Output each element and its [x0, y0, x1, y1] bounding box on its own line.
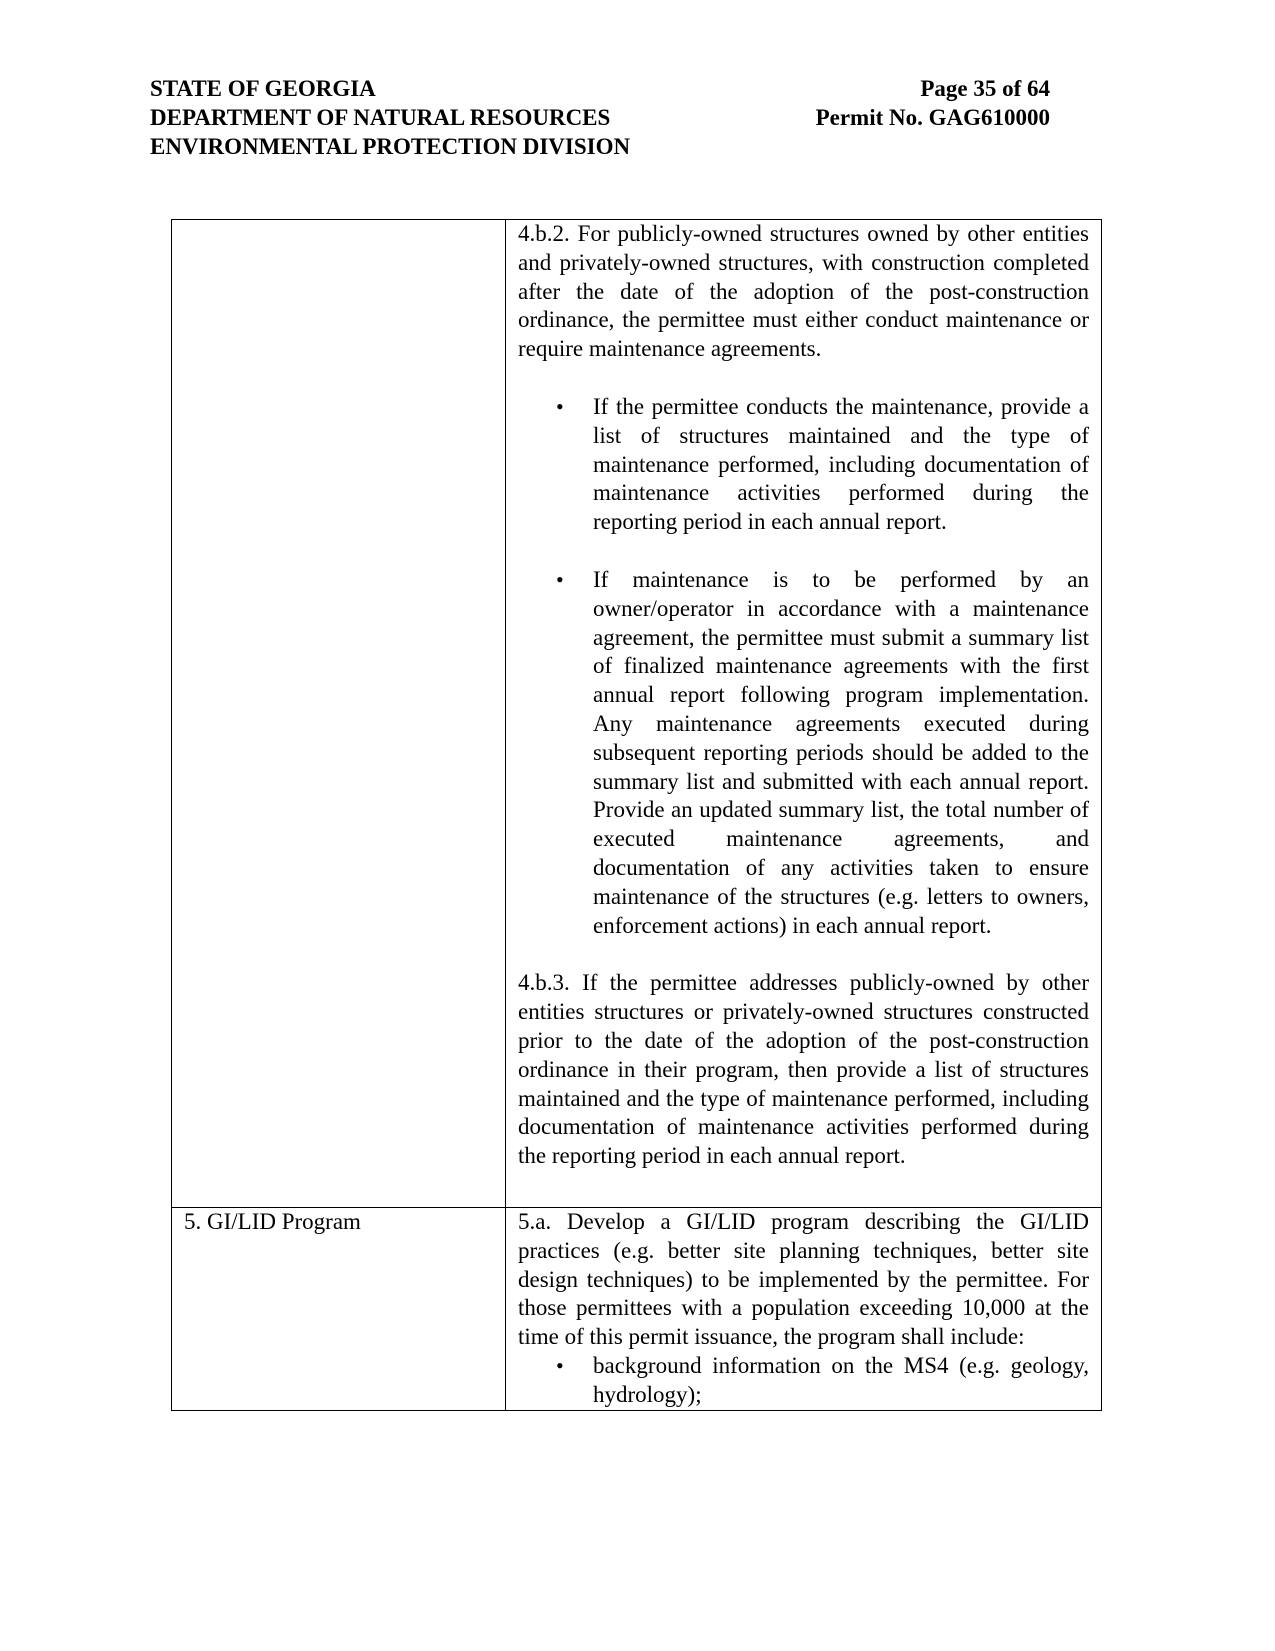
list-item	[518, 1352, 1089, 1410]
page-info-block	[750, 74, 1050, 132]
bullet-icon: •	[556, 1352, 564, 1378]
division-name: ENVIRONMENTAL PROTECTION DIVISION	[150, 134, 631, 159]
list-item-text: If the permittee conducts the maintenance, provide a list of structures maintained and the type of maintenance performed, including documentation of maintenance activities performed during the reporting period in each annual report.	[593, 393, 1089, 535]
bullet-icon: •	[556, 566, 564, 592]
list-item-text: background information on the MS4 (e.g. geology, hydrology);	[593, 1352, 1089, 1407]
list-item	[518, 566, 1089, 940]
department-name: DEPARTMENT OF NATURAL RESOURCES	[150, 105, 611, 130]
bullet-list	[518, 1352, 1089, 1410]
table-row	[172, 1208, 1102, 1411]
bullet-list	[518, 393, 1089, 940]
list-item	[518, 393, 1089, 537]
page-number: Page 35 of 64	[920, 76, 1050, 101]
requirement-paragraph: 4.b.3. If the permittee addresses publicly-owned by other entities structures or privately-owned structures constructed prior to the date of the adoption of the post-construction ordinance in their program, then provide a list of structures maintained and the type of maintenance performed, including documentation of maintenance activities performed during the reporting period in each annual report.	[518, 970, 1089, 1169]
requirement-cell	[506, 1208, 1102, 1411]
permit-number: Permit No. GAG610000	[815, 105, 1050, 130]
requirement-paragraph: 4.b.2. For publicly-owned structures owned by other entities and privately-owned structures, with construction completed after the date of the adoption of the post-construction ordinance, the permittee must either conduct maintenance or require maintenance agreements.	[518, 221, 1089, 362]
bmp-label-cell: 5. GI/LID Program	[172, 1208, 506, 1411]
bmp-label-cell	[172, 220, 506, 1208]
permit-requirements-table	[171, 219, 1102, 1411]
agency-block	[150, 74, 710, 161]
table-row	[172, 220, 1102, 1208]
requirement-cell	[506, 220, 1102, 1208]
state-name: STATE OF GEORGIA	[150, 76, 376, 101]
bullet-icon: •	[556, 393, 564, 419]
list-item-text: If maintenance is to be performed by an owner/operator in accordance with a maintenance agreement, the permittee must submit a summary list of finalized maintenance agreements with the first annual report following program implementation. Any maintenance agreements executed during subsequent reporting periods should be added to the summary list and submitted with each annual report. Provide an updated summary list, the total number of executed maintenance agreements, and documentation of any activities taken to ensure maintenance of the structures (e.g. letters to owners, enforcement actions) in each annual report.	[593, 566, 1089, 938]
requirement-paragraph: 5.a. Develop a GI/LID program describing the GI/LID practices (e.g. better site planning techniques, better site design techniques) to be implemented by the permittee. For those permittees with a population exceeding 10,000 at the time of this permit issuance, the program shall include:	[518, 1209, 1089, 1350]
